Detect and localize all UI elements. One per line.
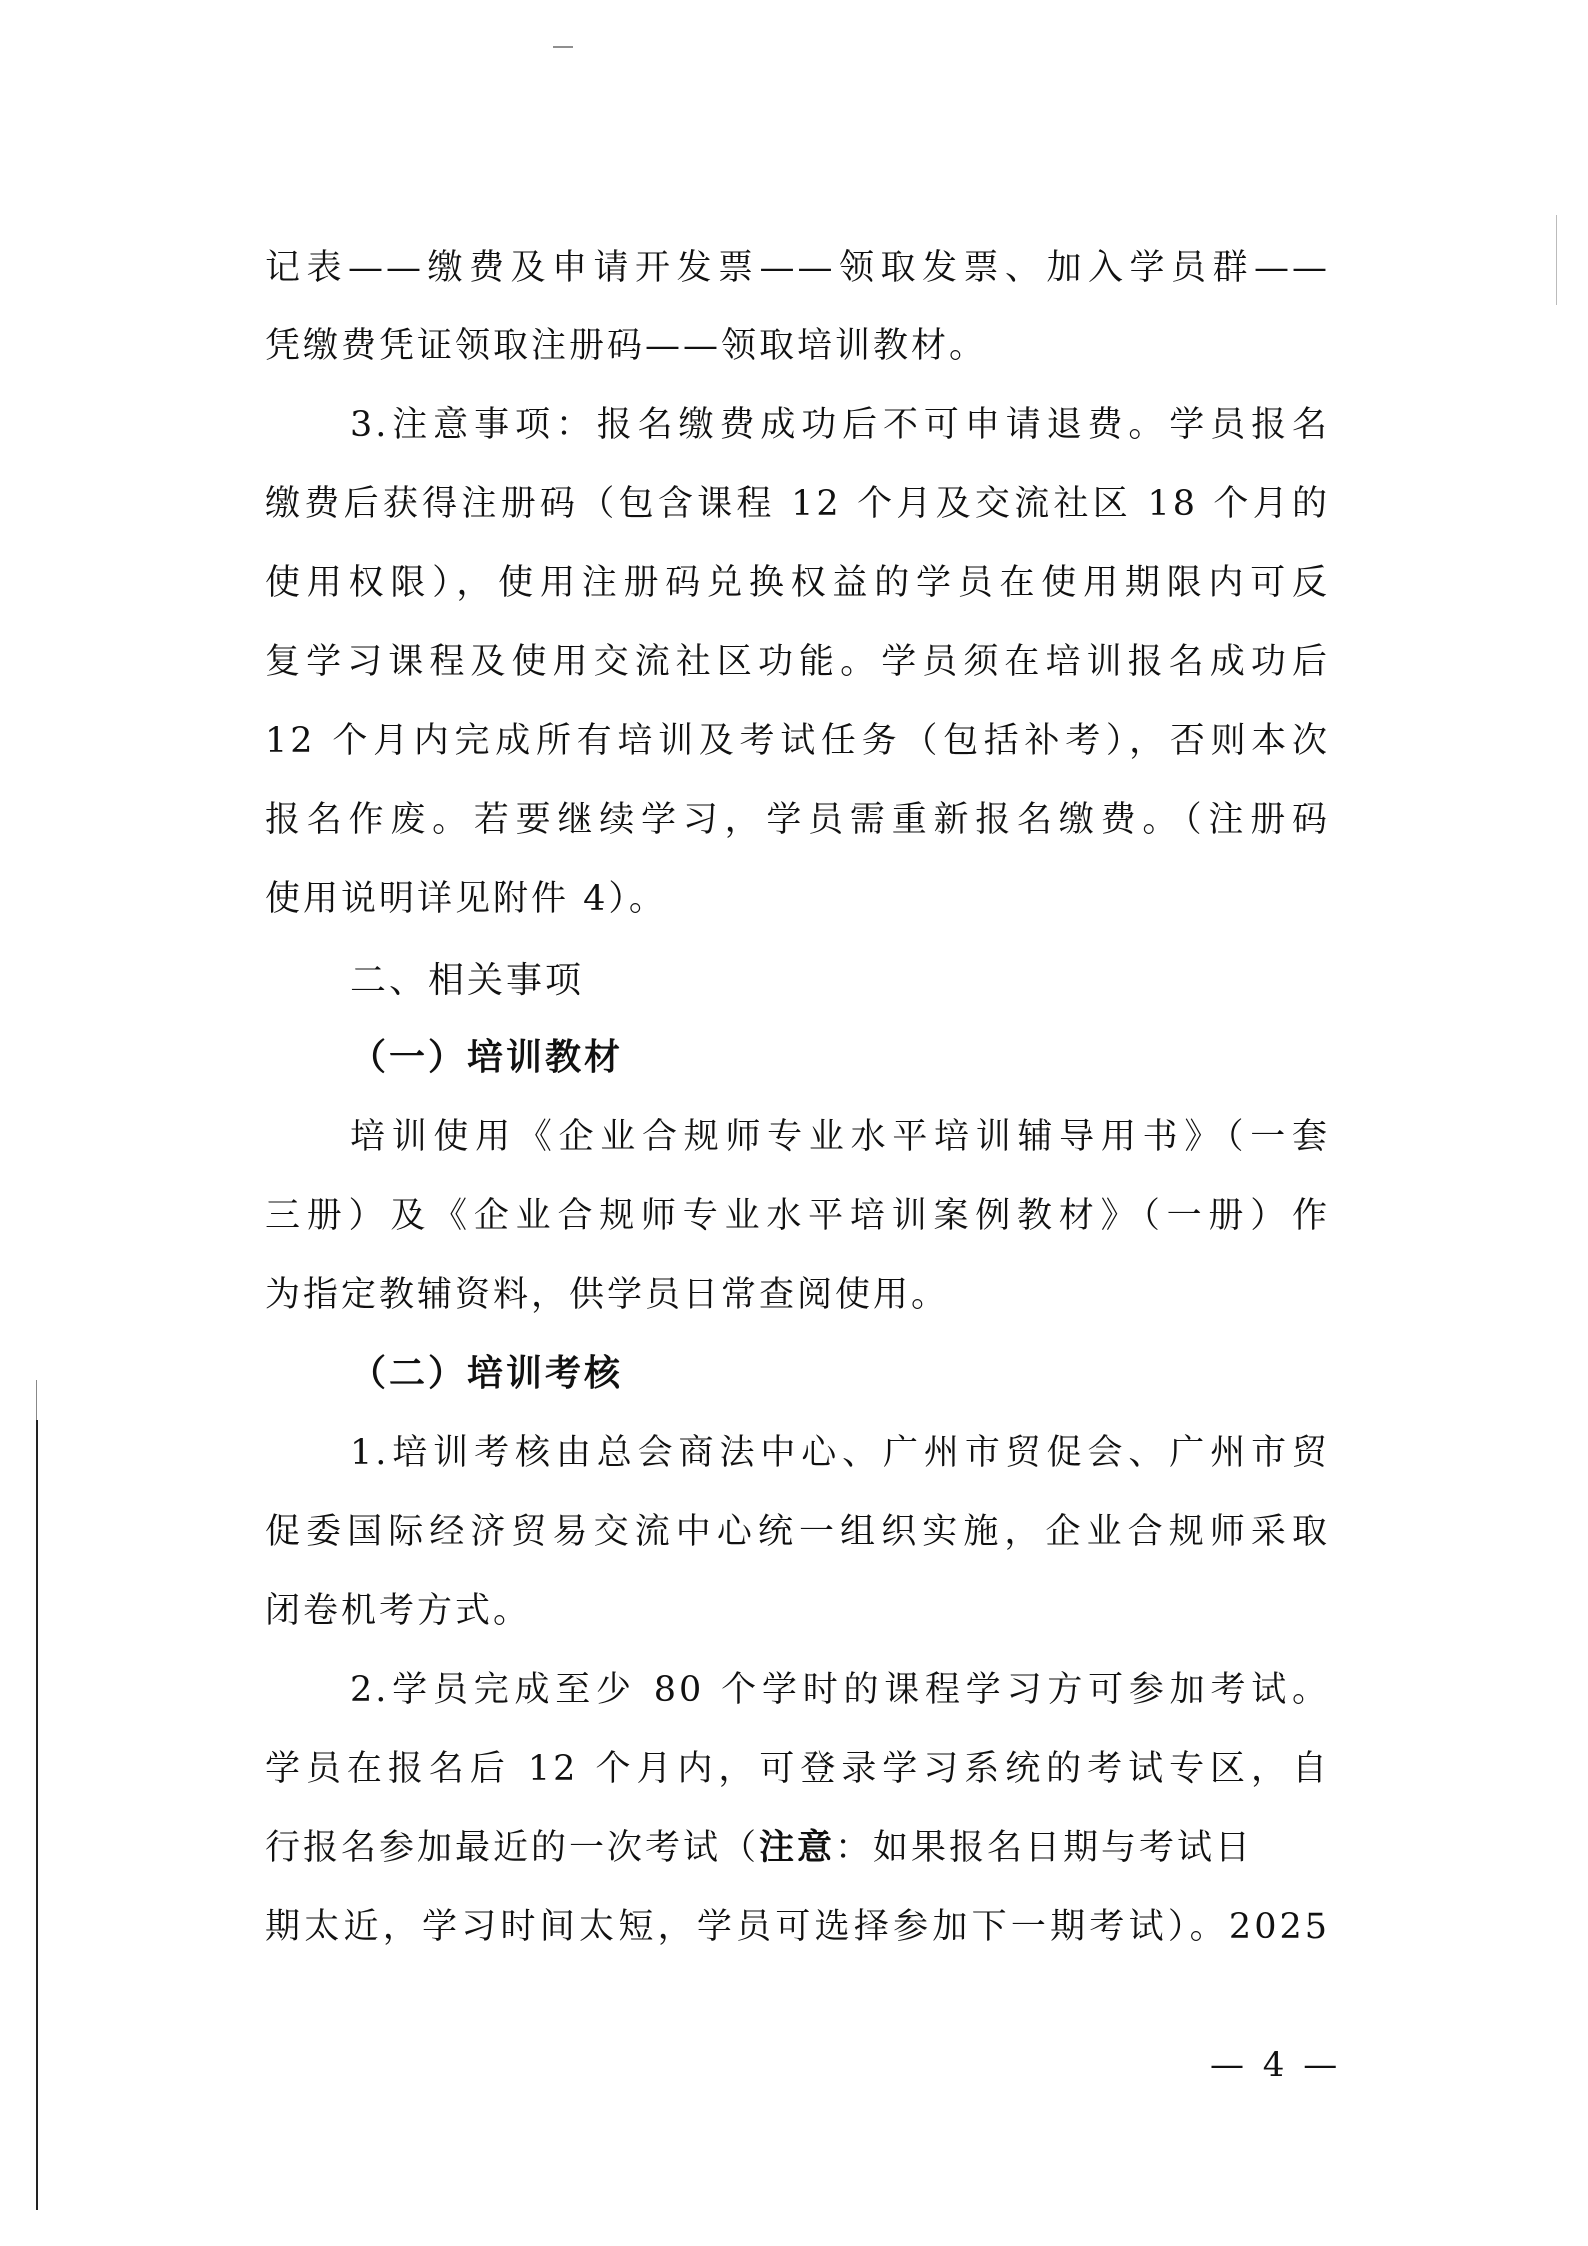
paragraph-line: 凭缴费凭证领取注册码——领取培训教材。 [265, 326, 988, 366]
paragraph-line: 复学习课程及使用交流社区功能。学员须在培训报名成功后 [265, 642, 1330, 682]
scan-edge-mark-right [1556, 215, 1557, 305]
paragraph-line: 报名作废。若要继续学习，学员需重新报名缴费。（注册码 [265, 800, 1330, 840]
paragraph-line: 学员在报名后 12 个月内，可登录学习系统的考试专区，自 [265, 1749, 1330, 1789]
page-number: — 4 — [1210, 2045, 1342, 2085]
scan-edge-mark [36, 1380, 37, 1420]
paragraph-line: 2.学员完成至少 80 个学时的课程学习方可参加考试。 [350, 1670, 1330, 1710]
paragraph-line: 12 个月内完成所有培训及考试任务（包括补考），否则本次 [265, 721, 1330, 761]
scan-mark [553, 46, 573, 48]
scan-edge-line [36, 1420, 38, 2210]
section-heading: 二、相关事项 [350, 960, 585, 1001]
paragraph-text: ：如果报名日期与考试日 [835, 1828, 1254, 1868]
paragraph-text: 行报名参加最近的一次考试（ [265, 1828, 760, 1868]
paragraph-line: 1.培训考核由总会商法中心、广州市贸促会、广州市贸 [350, 1433, 1330, 1473]
emphasis-text: 注意 [759, 1828, 836, 1868]
paragraph-line: 闭卷机考方式。 [265, 1591, 532, 1631]
paragraph-line: 为指定教辅资料，供学员日常查阅使用。 [265, 1275, 950, 1315]
paragraph-line: 缴费后获得注册码（包含课程 12 个月及交流社区 18 个月的 [265, 484, 1330, 524]
paragraph-line: 培训使用《企业合规师专业水平培训辅导用书》（一套 [350, 1117, 1330, 1157]
paragraph-line: 期太近，学习时间太短，学员可选择参加下一期考试）。2025 [265, 1907, 1330, 1947]
paragraph-line: 三册）及《企业合规师专业水平培训案例教材》（一册）作 [265, 1196, 1330, 1236]
paragraph-line: 记表——缴费及申请开发票——领取发票、加入学员群—— [265, 248, 1330, 288]
subsection-heading: （一）培训教材 [350, 1037, 624, 1078]
paragraph-line: 使用权限），使用注册码兑换权益的学员在使用期限内可反 [265, 563, 1330, 603]
paragraph-line [265, 1823, 1330, 1873]
paragraph-line: 促委国际经济贸易交流中心统一组织实施，企业合规师采取 [265, 1512, 1330, 1552]
paragraph-line: 使用说明详见附件 4）。 [265, 879, 667, 919]
paragraph-line: 3.注意事项：报名缴费成功后不可申请退费。学员报名 [350, 405, 1330, 445]
subsection-heading: （二）培训考核 [350, 1353, 624, 1394]
